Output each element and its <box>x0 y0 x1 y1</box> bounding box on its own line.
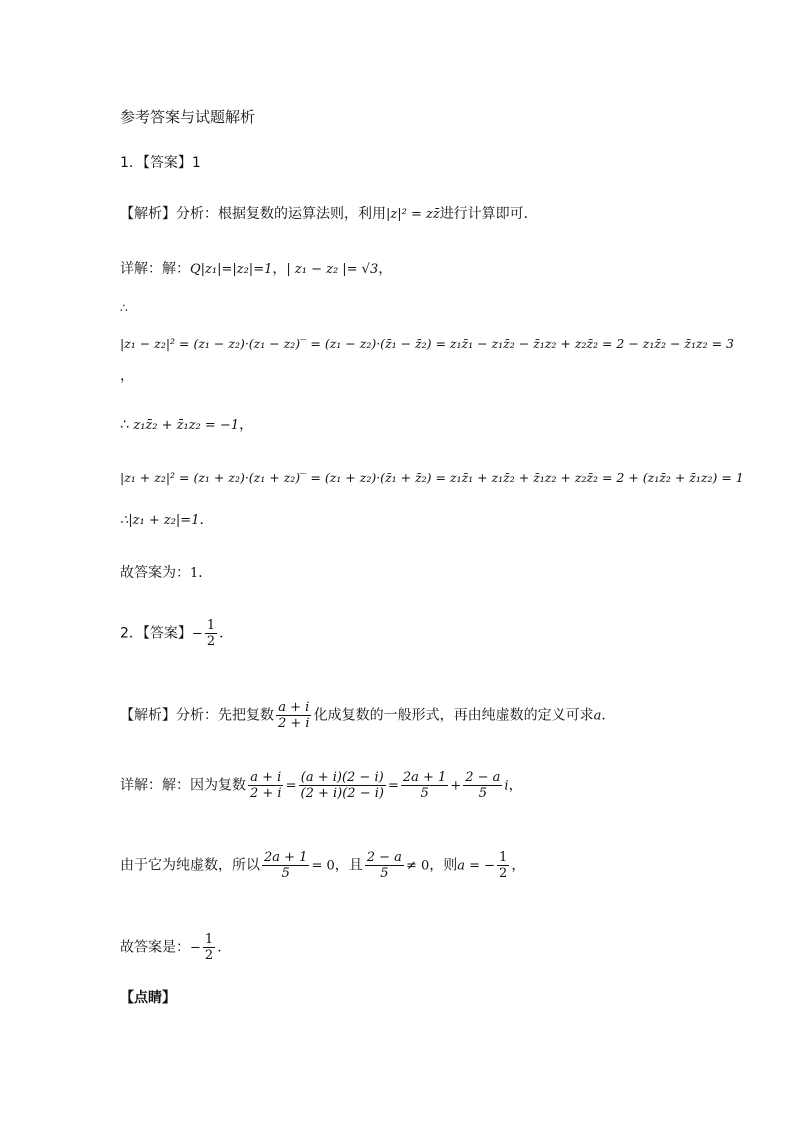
q2-final-suffix: ． <box>217 939 232 956</box>
q1-final-suffix: ． <box>198 565 213 581</box>
q2-detail-f3-num: 2a + 1 <box>402 770 447 785</box>
q1-detail-cond1: Q|z₁|=|z₂|=1 <box>190 262 273 277</box>
q2-cond-prefix: 由于它为纯虚数，所以 <box>120 857 260 874</box>
q2-cond3-fraction <box>497 850 509 881</box>
q2-cond2-rel: ≠ 0 <box>405 858 430 874</box>
q2-detail-eq-2: = <box>387 778 399 794</box>
q2-final-den: 2 <box>204 948 214 963</box>
q2-answer <box>120 618 233 649</box>
q2-analysis-var: a <box>593 708 602 724</box>
page-title: 参考答案与试题解析 <box>120 108 256 126</box>
q2-cond2-den: 5 <box>380 866 389 881</box>
q1-analysis-formula: |z|² = zz̄ <box>386 207 440 222</box>
q2-cond2-num: 2 − a <box>366 850 402 865</box>
q2-detail <box>120 770 523 801</box>
q1-detail-sep: ， <box>272 261 287 277</box>
q2-cond1-fraction <box>262 850 309 881</box>
q2-answer-sign: − <box>191 626 203 642</box>
q2-analysis-frac-den: 2 + i <box>278 716 310 731</box>
q2-detail-f1-den: 2 + i <box>250 786 282 801</box>
q1-therefore-1: ∴ <box>120 301 128 315</box>
q2-cond1-rel: = 0 <box>311 858 335 874</box>
q1-final-prefix: 故答案为： <box>120 565 190 581</box>
q2-final-num: 1 <box>204 932 214 947</box>
q2-detail-end: ， <box>508 777 523 794</box>
q1-answer: 1．【答案】1 <box>120 155 201 171</box>
q1-eq4: ∴|z₁ + z₂|=1 <box>120 513 200 528</box>
q2-final-prefix: 故答案是： <box>120 939 190 956</box>
q2-detail-f2-den: (2 + i)(2 − i) <box>300 786 384 801</box>
q2-detail-f1-num: a + i <box>250 770 282 785</box>
q2-detail-f3 <box>401 770 448 801</box>
q2-detail-f4-num: 2 − a <box>465 770 501 785</box>
q1-eq2: z₁z̄₂ + z̄₁z₂ = −1 <box>133 418 240 433</box>
q1-eq4-period: ． <box>199 512 214 528</box>
q2-final-fraction <box>203 932 215 963</box>
q1-analysis-suffix: 进行计算即可． <box>439 206 538 222</box>
q2-condition <box>120 850 525 881</box>
q2-detail-prefix: 详解：解：因为复数 <box>120 777 246 794</box>
q1-detail-end: ， <box>378 261 393 277</box>
q2-detail-f4-den: 5 <box>478 786 487 801</box>
q1-therefore-2: ∴ <box>120 417 129 433</box>
q2-cond3-lhs: a = − <box>457 858 496 874</box>
q2-detail-f1 <box>248 770 284 801</box>
q2-detail-plus: + <box>450 778 462 794</box>
q2-detail-f2-num: (a + i)(2 − i) <box>300 770 384 785</box>
q1-detail-cond2: | z₁ − z₂ |= √3 <box>286 262 379 277</box>
q2-cond-end: ， <box>511 857 526 874</box>
q1-final-value: 1 <box>190 566 199 581</box>
q2-cond-then: ，则 <box>429 857 458 874</box>
q2-analysis-fraction <box>276 700 312 731</box>
q1-analysis-prefix: 【解析】分析：根据复数的运算法则，利用 <box>120 206 386 222</box>
q2-analysis-prefix: 【解析】分析：先把复数 <box>120 707 274 724</box>
q2-detail-i: i <box>504 778 509 794</box>
q2-cond1-num: 2a + 1 <box>264 850 308 865</box>
q2-cond1-den: 5 <box>281 866 290 881</box>
q1-eq1: |z₁ − z₂|² = (z₁ − z₂)·(z₁ − z₂)‾ = (z₁ − z₂)·(z̄₁ − z̄₂) = z₁z̄₁ − z₁z̄₂ − z̄₁z₂ + z₂z̄₂ = 2 − z₁z̄₂ − z̄₁z₂ = 3 <box>120 336 734 351</box>
q1-final <box>120 563 212 584</box>
q2-detail-f2 <box>299 770 386 801</box>
q2-cond2-fraction <box>365 850 404 881</box>
q2-final-sign: − <box>190 940 201 956</box>
q2-detail-eq: = <box>285 778 297 794</box>
q2-detail-f3-den: 5 <box>420 786 429 801</box>
q2-cond-and: ，且 <box>334 857 363 874</box>
q2-answer-num: 1 <box>206 618 216 633</box>
q2-analysis-suffix: ． <box>601 707 616 724</box>
q1-eq2-comma: ， <box>239 417 254 433</box>
q2-highlight-heading: 【点睛】 <box>120 990 176 1006</box>
q1-detail-prefix: 详解：解： <box>120 261 190 277</box>
q1-detail <box>120 259 392 280</box>
q2-cond3-num: 1 <box>499 850 508 865</box>
q2-detail-f4 <box>463 770 502 801</box>
q1-eq4-line <box>120 510 213 531</box>
q1-eq3: |z₁ + z₂|² = (z₁ + z₂)·(z₁ + z₂)‾ = (z₁ + z₂)·(z̄₁ + z̄₂) = z₁z̄₁ + z₁z̄₂ + z̄₁z₂ + z₂z̄₂ = 2 + (z₁z̄₂ + z̄₁z₂) = 1 <box>120 470 744 485</box>
q2-analysis-mid: 化成复数的一般形式，再由纯虚数的定义可求 <box>313 707 594 724</box>
q2-answer-den: 2 <box>206 634 216 649</box>
q1-eq1-comma: ， <box>120 368 134 384</box>
q1-eq2-line <box>120 415 253 436</box>
q2-final <box>120 932 231 963</box>
q2-answer-suffix: ． <box>219 625 234 642</box>
q2-answer-fraction <box>205 618 217 649</box>
q2-analysis <box>120 700 615 731</box>
q1-analysis <box>120 204 538 225</box>
q2-analysis-frac-num: a + i <box>278 700 310 715</box>
q2-answer-prefix: 2．【答案】 <box>120 625 192 642</box>
q2-cond3-den: 2 <box>499 866 508 881</box>
